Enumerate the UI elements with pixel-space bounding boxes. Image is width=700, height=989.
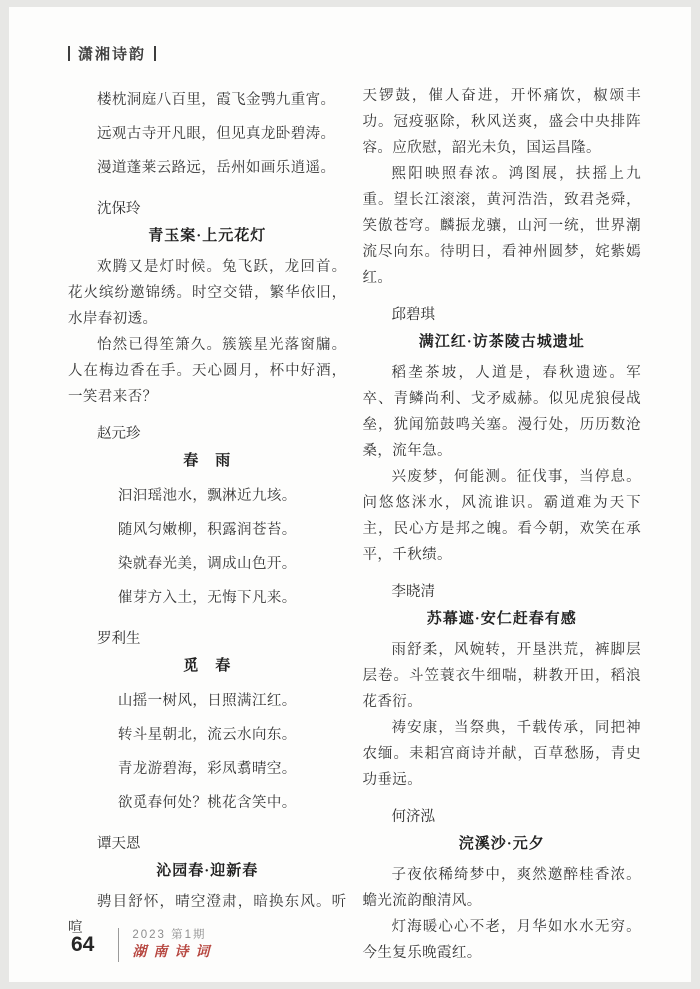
journal-name: 湖南诗词 (132, 945, 217, 960)
footer-divider (118, 928, 119, 962)
verse-line: 染就春光美，调成山色开。 (117, 556, 297, 572)
poem-author: 罗利生 (97, 631, 141, 647)
poem-section (363, 304, 642, 568)
poem-paragraph: 天锣鼓，催人奋进，开怀痛饮，椒颂丰功。冠疫驱除，秋风送爽，盛会中央排阵容。应欣慰，韶光未负，国运昌隆。 (362, 88, 641, 156)
poem-author: 赵元珍 (97, 426, 141, 442)
poem-author: 何济泓 (391, 809, 435, 825)
verse-line: 转斗星朝北，流云水向东。 (117, 727, 297, 743)
poem-paragraph: 兴废梦，何能测。征伐事，当停息。问悠悠洣水，风流谁识。霸道难为天下主，民心方是邦之魄。看今朝，欢笑在承平，千秋绩。 (362, 469, 641, 563)
header-bar-icon (154, 46, 156, 61)
poem-title: 觅 春 (183, 658, 232, 674)
poem-paragraph: 子夜依稀绮梦中，爽然邀醉桂香浓。蟾光流韵酿清风。 (362, 867, 641, 909)
poem-paragraph: 灯海暖心心不老，月华如水水无穷。今生复乐晚霞红。 (362, 919, 641, 961)
poem-paragraph: 熙阳映照春浓。鸿图展，扶摇上九重。望长江滚滚，黄河浩浩，致君尧舜，笑傲苍穹。麟振龙骧，山河一统，世界潮流尽向东。待明日，看神州圆梦，姹紫嫣红。 (362, 166, 641, 286)
poem-section (68, 423, 347, 615)
poem-paragraph: 欢腾又是灯时候。兔飞跃，龙回首。花火缤纷邀锦绣。时空交错，繁华依旧，水岸春初透。 (68, 259, 347, 327)
poem-author: 邱碧琪 (391, 307, 435, 323)
poem-paragraph: 祷安康，当祭典，千载传承，同把神农缅。耒耜宫商诗并献，百草愁肠，青史功垂远。 (362, 720, 641, 788)
poem-title: 青玉案·上元花灯 (148, 228, 267, 244)
poem-section (68, 833, 347, 941)
poem-section (363, 581, 642, 793)
verse-line: 青龙游碧海，彩凤翥晴空。 (117, 761, 297, 777)
two-column-body (68, 83, 641, 966)
poem-section (363, 83, 642, 291)
poem-author: 李晓清 (391, 584, 435, 600)
verse-line: 漫道蓬莱云路远，岳州如画乐逍遥。 (97, 160, 336, 176)
poem-author: 沈保玲 (97, 201, 141, 217)
poem-title: 春 雨 (183, 453, 232, 469)
verse-line: 楼枕洞庭八百里，霞飞金鹗九重宵。 (97, 92, 336, 108)
left-column (68, 83, 347, 966)
poem-title: 浣溪沙·元夕 (458, 836, 545, 852)
verse-line: 随风匀嫩柳，积露润苍苔。 (117, 522, 297, 538)
poem-title: 满江红·访茶陵古城遗址 (418, 334, 585, 350)
header-bar-icon (68, 46, 70, 61)
verse-line: 汩汩瑶池水，飘淋近九垓。 (117, 488, 297, 504)
poem-title: 沁园春·迎新春 (156, 863, 259, 879)
poem-section (68, 198, 347, 410)
right-column (363, 83, 642, 966)
page-number: 64 (71, 933, 95, 956)
page-surface (9, 7, 691, 982)
verse-line: 催芽方入土，无悔下凡来。 (117, 590, 297, 606)
poem-paragraph: 雨舒柔，风婉转，开垦洪荒，裤脚层层卷。斗笠蓑衣牛细喘，耕教开田，稻浪花香衍。 (362, 642, 641, 710)
page-footer (71, 928, 216, 962)
section-header-title: 潇湘诗韵 (78, 46, 147, 63)
poem-paragraph: 骋目舒怀，晴空澄肃，暗换东风。听喧 (68, 894, 347, 936)
poem-section (68, 628, 347, 820)
poem-paragraph: 怡然已得笙箫久。簇簇星光落窗牖。人在梅边香在手。天心圆月，杯中好酒，一笑君来否？ (68, 337, 347, 405)
poem-paragraph: 稻垄茶坡，人道是，春秋遗迹。军卒、青鳞尚利、戈矛威赫。似见虎狼侵战垒，犹闻笳鼓鸣关塞。漫行处，历历数沧桑，流年急。 (362, 365, 641, 459)
issue-label: 2023 第1期 (132, 929, 207, 941)
poem-author: 谭天恩 (97, 836, 141, 852)
section-header (68, 43, 156, 64)
poem-section (363, 806, 642, 966)
footer-journal-block (132, 928, 216, 962)
poem-section (68, 83, 347, 185)
verse-line: 远观古寺开凡眼，但见真龙卧碧涛。 (97, 126, 336, 142)
verse-line: 山摇一树风，日照满江红。 (117, 693, 297, 709)
verse-line: 欲觅春何处？桃花含笑中。 (117, 795, 297, 811)
poem-title: 苏幕遮·安仁赶春有感 (426, 611, 577, 627)
